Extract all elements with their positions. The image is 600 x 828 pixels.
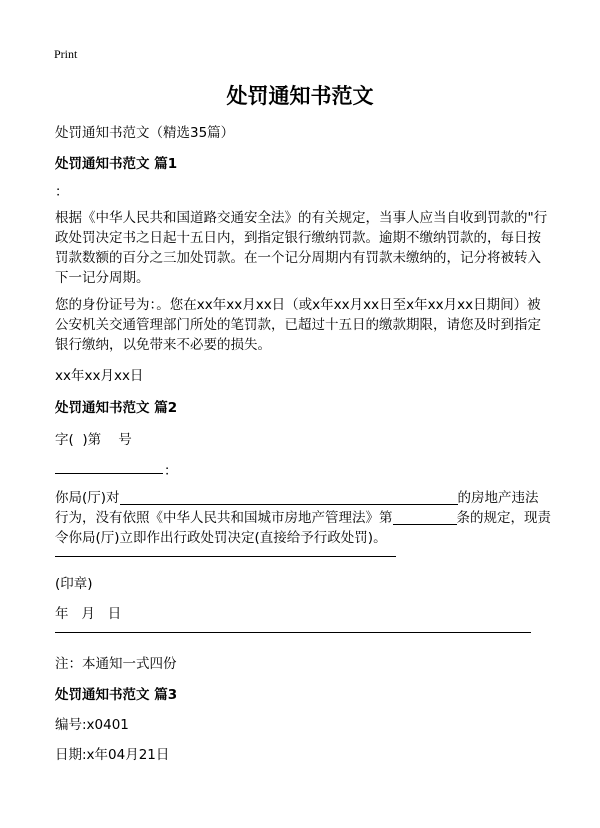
article-blank bbox=[393, 510, 457, 525]
para-mid-2: 条的规定，现责令你局(厅)立即作出行政处罚决定(直接给予行政处罚)。 bbox=[55, 510, 551, 546]
section1-paragraph-2: 您的身份证号为：。您在xx年xx月xx日（或x年xx月xx日至x年xx月xx日期间）被公安机关交通管理部门所处的笔罚款，已超过十五日的缴款期限，请您及时到指定银行缴纳，以免带来不必要的损失。 bbox=[55, 297, 541, 353]
date-line: 年 月 日 bbox=[55, 606, 122, 622]
print-label[interactable]: Print bbox=[54, 47, 78, 61]
section3-number: 编号:x0401 bbox=[55, 717, 129, 733]
page-title: 处罚通知书范文 bbox=[226, 84, 374, 108]
signature-line bbox=[55, 556, 396, 557]
section1-date: xx年xx月xx日 bbox=[55, 368, 144, 384]
section2-heading: 处罚通知书范文 篇2 bbox=[55, 400, 178, 416]
section1-heading: 处罚通知书范文 篇1 bbox=[55, 156, 178, 172]
recipient-colon: ： bbox=[164, 463, 178, 479]
recipient-blank-line bbox=[55, 473, 163, 474]
section2-paragraph bbox=[55, 488, 551, 548]
section3-date: 日期:x年04月21日 bbox=[55, 747, 170, 763]
violator-blank bbox=[120, 490, 458, 505]
document-number-line: 字( )第 号 bbox=[55, 432, 132, 448]
divider-line bbox=[55, 632, 531, 633]
section1-mark: ： bbox=[55, 184, 69, 200]
seal-label: (印章) bbox=[55, 576, 93, 592]
intro-line: 处罚通知书范文（精选35篇） bbox=[55, 125, 235, 141]
section1-paragraph-1: 根据《中华人民共和国道路交通安全法》的有关规定，当事人应当自收到罚款的"行政处罚决定书之日起十五日内，到指定银行缴纳罚款。逾期不缴纳罚款的，每日按罚款数额的百分之三加处罚款。在一个记分周期内有罚款未缴纳的，记分将被转入下一记分周期。 bbox=[55, 210, 548, 286]
section3-heading: 处罚通知书范文 篇3 bbox=[55, 687, 178, 703]
para-mid-1: 的房地产违法行为，没有依照《中华人民共和国城市房地产管理法》第 bbox=[55, 490, 539, 526]
note-line: 注：本通知一式四份 bbox=[55, 656, 177, 672]
para-prefix: 你局(厅)对 bbox=[55, 490, 120, 506]
